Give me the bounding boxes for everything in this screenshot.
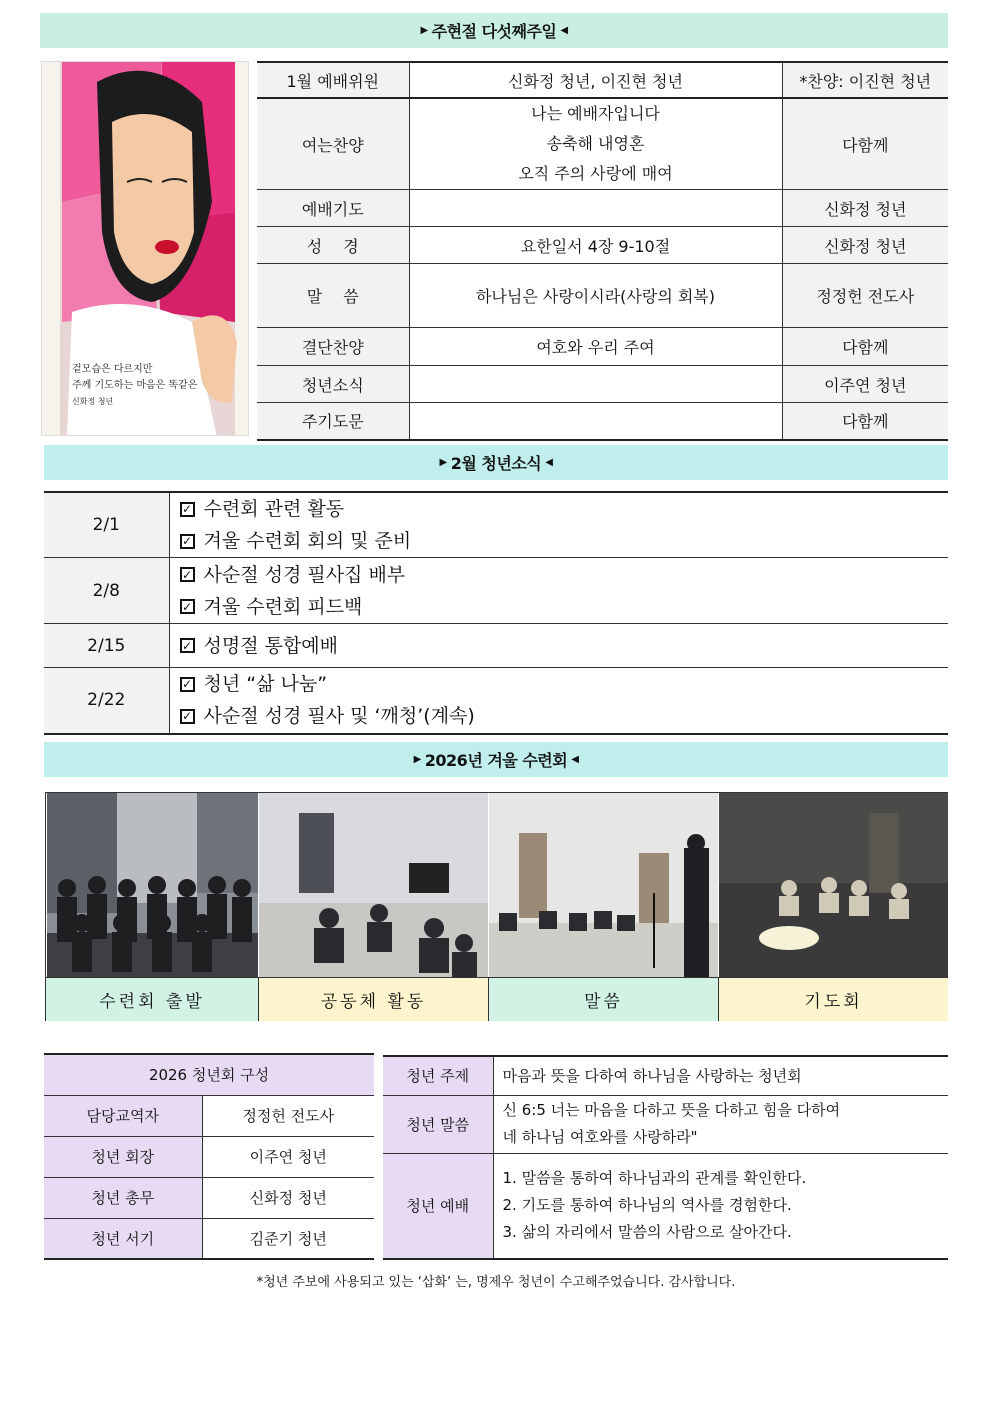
- checkbox-checked-icon: ✓: [180, 567, 195, 582]
- org-name: 김준기 청년: [202, 1218, 374, 1259]
- org-row: [44, 1218, 374, 1259]
- worship-row-person: 신화정 청년: [782, 227, 948, 264]
- song-title: 오직 주의 사랑에 매여: [518, 164, 673, 183]
- worship-header-row: [257, 62, 948, 98]
- worship-row: [257, 328, 948, 366]
- news-banner: [44, 445, 948, 480]
- worship-row-person: 다함께: [782, 98, 948, 190]
- worship-row: [257, 403, 948, 440]
- checkbox-checked-icon: ✓: [180, 534, 195, 549]
- worship-row: [257, 264, 948, 328]
- community-activity-image: [259, 793, 488, 977]
- news-title: 2월 청년소식: [450, 454, 542, 473]
- caption-departure: 수련회 출발: [46, 977, 259, 1021]
- retreat-title: 2026년 겨울 수련회: [424, 751, 568, 770]
- worship-row-content: 여호와 우리 주여: [409, 328, 782, 366]
- worship-row-person: 다함께: [782, 328, 948, 366]
- triangle-right-icon: ▶: [439, 457, 447, 468]
- checkbox-checked-icon: ✓: [180, 709, 195, 724]
- checkbox-checked-icon: ✓: [180, 502, 195, 517]
- poster-signature: 신화정 청년: [72, 397, 114, 406]
- worship-row: [257, 227, 948, 264]
- song-title: 송축해 내영혼: [546, 134, 645, 153]
- youth-org-table: [44, 1053, 374, 1260]
- worship-row: [257, 98, 948, 190]
- poster-caption: [72, 362, 212, 410]
- worship-row-label: 성 경: [257, 227, 409, 264]
- footnote: *청년 주보에 사용되고 있는 ‘삽화’ 는, 명제우 청년이 수고해주었습니다. 감사합니다.: [256, 1275, 736, 1290]
- worship-row-label: 여는찬양: [257, 98, 409, 190]
- photo-departure: [47, 793, 258, 977]
- news-row: [44, 492, 948, 558]
- news-row: [44, 624, 948, 668]
- worship-row-content: 하나님은 사랑이시라(사랑의 회복): [409, 264, 782, 328]
- checkbox-checked-icon: ✓: [180, 638, 195, 653]
- worship-row-person: 신화정 청년: [782, 190, 948, 227]
- news-date: 2/8: [44, 558, 169, 624]
- worship-row-person: 다함께: [782, 403, 948, 440]
- org-header-row: [44, 1054, 374, 1095]
- worship-row-content: [409, 366, 782, 403]
- photo-prayer: [719, 793, 948, 977]
- caption-prayer: 기도회: [719, 977, 948, 1021]
- motto-row: [383, 1153, 948, 1259]
- worship-row: [257, 190, 948, 227]
- org-row: [44, 1095, 374, 1136]
- news-items: [169, 558, 948, 624]
- news-date: 2/15: [44, 624, 169, 668]
- news-item: ✓ 사순절 성경 필사집 배부: [180, 559, 949, 591]
- poster-line: 겉모습은 다르지만: [72, 364, 153, 375]
- photo-community: [259, 793, 488, 977]
- song-title: 나는 예배자입니다: [531, 104, 660, 123]
- worship-row-label: 주기도문: [257, 403, 409, 440]
- org-role: 청년 회장: [44, 1136, 202, 1177]
- worship-row: [257, 366, 948, 403]
- worship-praise-leader: *찬양: 이진현 청년: [782, 62, 948, 98]
- worship-row-label: 예배기도: [257, 190, 409, 227]
- news-item: ✓ 사순절 성경 필사 및 ‘깨청’(계속): [180, 700, 949, 732]
- group-photo-image: [47, 793, 258, 977]
- sermon-image: [489, 793, 718, 977]
- triangle-left-icon: ◀: [571, 754, 579, 765]
- news-item: ✓ 수련회 관련 활동: [180, 493, 949, 525]
- motto-worship-goals: 1. 말씀을 통하여 하나님과의 관계를 확인한다. 2. 기도를 통하여 하나님의 역사를 경험한다. 3. 삶의 자리에서 말씀의 사람으로 살아간다.: [493, 1153, 948, 1259]
- caption-community: 공동체 활동: [259, 977, 489, 1021]
- worship-row-person: 정정헌 전도사: [782, 264, 948, 328]
- org-role: 청년 서기: [44, 1218, 202, 1259]
- org-row: [44, 1177, 374, 1218]
- motto-verse: 신 6:5 너는 마음을 다하고 뜻을 다하고 힘을 다하여 네 하나님 여호와를 사랑하라": [493, 1095, 948, 1153]
- motto-theme: 마음과 뜻을 다하여 하나님을 사랑하는 청년회: [493, 1056, 948, 1095]
- news-items: [169, 492, 948, 558]
- worship-row-content: [409, 98, 782, 190]
- news-item: ✓ 겨울 수련회 피드백: [180, 591, 949, 623]
- week-title: 주현절 다섯째주일: [431, 22, 557, 41]
- youth-motto-table: [383, 1055, 948, 1260]
- worship-committee-label: 1월 예배위원: [257, 62, 409, 98]
- triangle-left-icon: ◀: [545, 457, 553, 468]
- org-name: 이주연 청년: [202, 1136, 374, 1177]
- news-row: [44, 668, 948, 734]
- retreat-banner: [44, 742, 948, 777]
- poster-line: 주께 기도하는 마음은 똑같은: [72, 380, 198, 391]
- org-role: 청년 총무: [44, 1177, 202, 1218]
- news-items: [169, 668, 948, 734]
- org-name: 정정헌 전도사: [202, 1095, 374, 1136]
- news-items: [169, 624, 948, 668]
- checkbox-checked-icon: ✓: [180, 599, 195, 614]
- checkbox-checked-icon: ✓: [180, 677, 195, 692]
- worship-row-content: 요한일서 4장 9-10절: [409, 227, 782, 264]
- org-name: 신화정 청년: [202, 1177, 374, 1218]
- motto-row: [383, 1095, 948, 1153]
- worship-row-content: [409, 190, 782, 227]
- worship-row-person: 이주연 청년: [782, 366, 948, 403]
- triangle-right-icon: ▶: [413, 754, 421, 765]
- worship-committee-value: 신화정 청년, 이진현 청년: [409, 62, 782, 98]
- news-date: 2/1: [44, 492, 169, 558]
- caption-sermon: 말씀: [489, 977, 719, 1021]
- news-item: ✓ 겨울 수련회 회의 및 준비: [180, 525, 949, 557]
- news-date: 2/22: [44, 668, 169, 734]
- org-title: 2026 청년회 구성: [44, 1054, 374, 1095]
- news-item: ✓ 성명절 통합예배: [180, 630, 949, 662]
- youth-news-table: [44, 491, 948, 735]
- motto-label: 청년 말씀: [383, 1095, 493, 1153]
- motto-label: 청년 주제: [383, 1056, 493, 1095]
- org-role: 담당교역자: [44, 1095, 202, 1136]
- retreat-photo-strip: [45, 792, 948, 1021]
- prayer-meeting-image: [719, 793, 948, 977]
- photo-sermon: [489, 793, 718, 977]
- worship-row-label: 청년소식: [257, 366, 409, 403]
- motto-label: 청년 예배: [383, 1153, 493, 1259]
- motto-row: [383, 1056, 948, 1095]
- worship-row-label: 말 씀: [257, 264, 409, 328]
- news-row: [44, 558, 948, 624]
- triangle-left-icon: ◀: [560, 25, 568, 36]
- org-row: [44, 1136, 374, 1177]
- week-banner: [40, 13, 948, 48]
- worship-order-table: [257, 61, 948, 441]
- triangle-right-icon: ▶: [420, 25, 428, 36]
- worship-row-label: 결단찬양: [257, 328, 409, 366]
- news-item: ✓ 청년 “삶 나눔”: [180, 668, 949, 700]
- poster-illustration: [41, 61, 249, 436]
- worship-row-content: [409, 403, 782, 440]
